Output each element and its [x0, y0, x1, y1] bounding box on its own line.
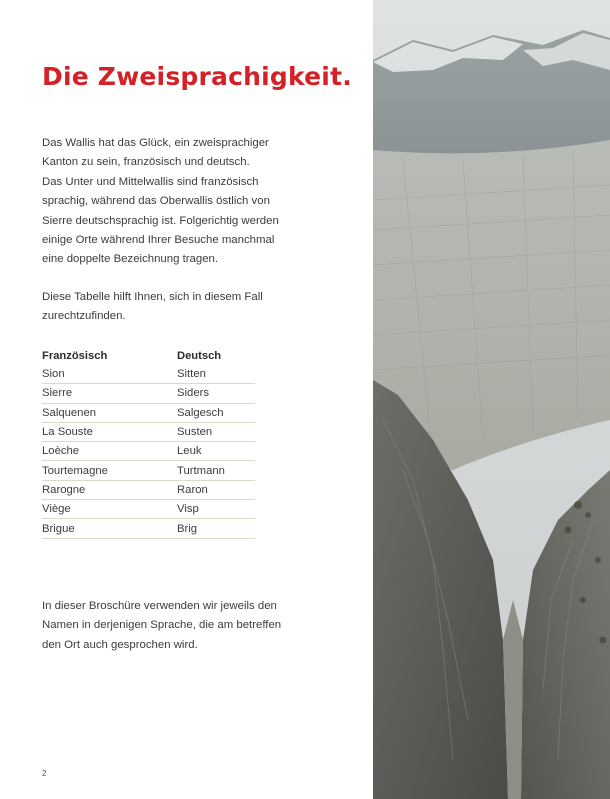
table-intro-paragraph [42, 288, 292, 327]
table-row [42, 404, 255, 423]
place-names-table [42, 346, 255, 539]
cell-german: Leuk [177, 445, 202, 458]
cell-german: Raron [177, 483, 208, 496]
cell-german: Siders [177, 387, 210, 400]
cell-french: Tourtemagne [42, 464, 108, 477]
intro-line: eine doppelte Bezeichnung tragen. [42, 253, 219, 266]
intro-line: Sierre deutschsprachig ist. Folgerichtig werden [42, 214, 279, 227]
closing-line: In dieser Broschüre verwenden wir jeweils den [42, 600, 277, 612]
table-intro-line: zurechtzufinden. [42, 310, 126, 323]
page-number: 2 [42, 769, 47, 778]
intro-line: sprachig, während das Oberwallis östlich von [42, 195, 270, 208]
cell-french: Rarogne [42, 483, 86, 496]
cell-french: Viège [42, 503, 71, 516]
cell-french: Loèche [42, 445, 80, 458]
closing-line: den Ort auch gesprochen wird. [42, 638, 198, 651]
intro-line: Das Unter und Mittelwallis sind französisch [42, 175, 259, 188]
table-row [42, 481, 255, 500]
table-row [42, 500, 255, 519]
cell-german: Susten [177, 426, 213, 439]
table-row [42, 442, 255, 461]
cell-french: Sion [42, 368, 65, 381]
table-row [42, 461, 255, 480]
cell-german: Visp [177, 503, 199, 516]
cell-german: Turtmann [177, 464, 225, 477]
closing-line: Namen in derjenigen Sprache, die am betreffen [42, 619, 282, 632]
table-row [42, 519, 255, 538]
valley-illustration [373, 0, 610, 799]
cell-german: Sitten [177, 368, 206, 381]
cell-french: Brigue [42, 522, 75, 535]
cell-german: Salgesch [177, 406, 224, 419]
intro-line: einige Orte während Ihrer Besuche manchmal [42, 234, 275, 247]
page-title: Die Zweisprachigkeit. [42, 62, 352, 91]
intro-paragraph [42, 134, 292, 270]
cell-french: La Souste [42, 426, 93, 439]
table-row [42, 423, 255, 442]
table-row [42, 384, 255, 403]
cell-german: Brig [177, 522, 198, 535]
closing-paragraph [42, 597, 292, 655]
mountain-valley-photo [373, 0, 610, 799]
table-header [42, 346, 255, 365]
cell-french: Salquenen [42, 406, 97, 419]
header-german: Deutsch [177, 349, 222, 362]
cell-french: Sierre [42, 387, 73, 400]
intro-line: Das Wallis hat das Glück, ein zweisprachiger [42, 137, 269, 149]
table-intro-line: Diese Tabelle hilft Ihnen, sich in diesem Fall [42, 291, 263, 303]
intro-line: Kanton zu sein, französisch und deutsch. [42, 156, 250, 169]
table-row [42, 365, 255, 384]
header-french: Französisch [42, 349, 108, 362]
